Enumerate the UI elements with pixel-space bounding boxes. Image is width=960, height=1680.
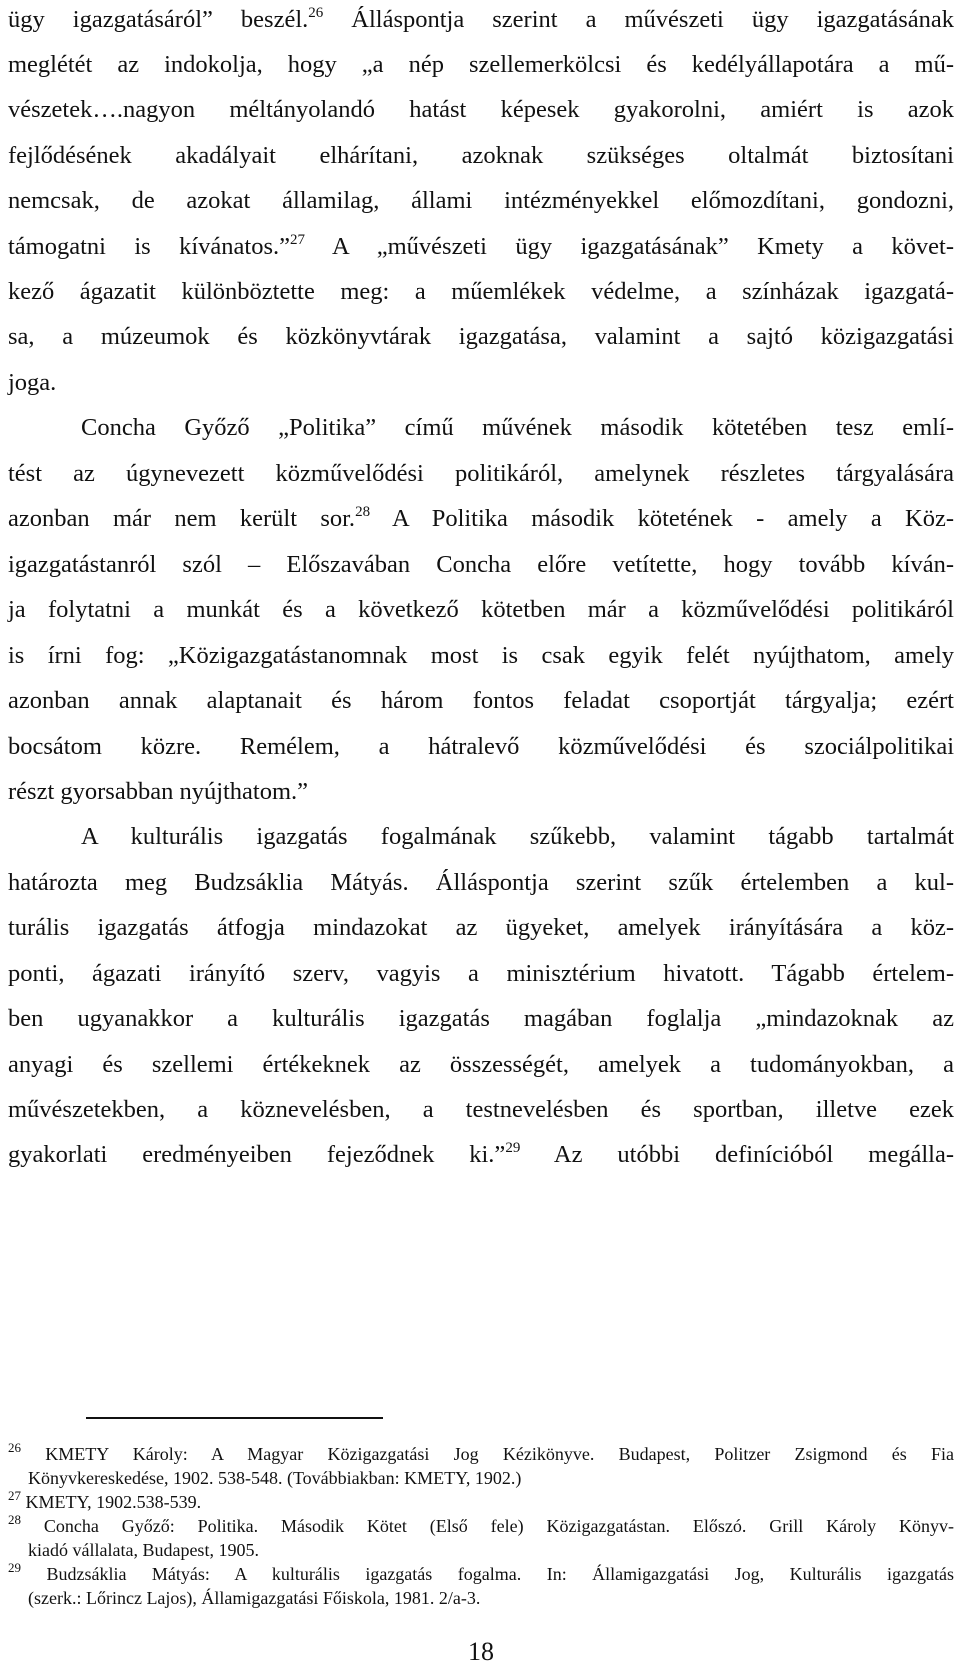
text-line: azonban annak alaptanait és három fontos feladat csoportját tárgyalja; ezért <box>8 687 954 714</box>
footnote: $^{26}$ KMETY Károly: A Magyar Közigazgatási Jog Kézikönyve. Budapest, Politzer Zsigmond és Fia <box>8 1440 954 1464</box>
text-line: is írni fog: „Közigazgatástanomnak most is csak egyik felét nyújthatom, amely <box>8 642 954 669</box>
footnote-number: 28 <box>8 1512 21 1527</box>
footnote-ref[interactable]: 27 <box>289 232 305 248</box>
footnote-ref[interactable]: 29 <box>505 1140 521 1156</box>
text-line: meglétét az indokolja, hogy „a nép szellemerkölcsi és kedélyállapotára a mű- <box>8 51 954 78</box>
text-line: bocsátom közre. Remélem, a hátralevő közművelődési és szociálpolitikai <box>8 733 954 760</box>
page-number: 18 <box>468 1637 494 1666</box>
text-line: vészetek….nagyon méltányolandó hatást képesek gyakorolni, amiért is azok <box>8 96 954 123</box>
text-line: részt gyorsabban nyújthatom.” <box>8 778 309 805</box>
text-line: anyagi és szellemi értékeknek az összességét, amelyek a tudományokban, a <box>8 1051 954 1078</box>
footnote-ref[interactable]: 26 <box>308 5 324 21</box>
text-line: gyakorlati eredményeiben fejeződnek ki.”$^{29}$ Az utóbbi definícióból megálla- <box>8 1140 954 1168</box>
text-line: A kulturális igazgatás fogalmának szűkebb, valamint tágabb tartalmát <box>81 823 954 850</box>
text-line: igazgatástanról szól – Előszavában Concha előre vetítette, hogy tovább kíván- <box>8 551 954 578</box>
footnote: $^{29}$ Budzsáklia Mátyás: A kulturális igazgatás fogalma. In: Államigazgatási Jog, Kulturális igazgatás <box>8 1560 954 1584</box>
footnote-separator <box>86 1417 383 1419</box>
text-line: Concha Győző „Politika” című művének második kötetében tesz emlí- <box>81 414 954 441</box>
text-line: fejlődésének akadályait elhárítani, azoknak szükséges oltalmát biztosítani <box>8 142 954 169</box>
footnote-ref[interactable]: 28 <box>355 504 371 520</box>
footnote: $^{27}$ KMETY, 1902.538-539. <box>8 1488 202 1512</box>
footnote: $^{28}$ Concha Győző: Politika. Második Kötet (Első fele) Közigazgatástan. Előszó. Grill Károly Könyv- <box>8 1512 954 1536</box>
text-line: sa, a múzeumok és közkönyvtárak igazgatása, valamint a sajtó közigazgatási <box>8 323 954 350</box>
text-line: nemcsak, de azokat államilag, állami intézményekkel előmozdítani, gondozni, <box>8 187 954 214</box>
footnote-continuation: Könyvkereskedése, 1902. 538-548. (Továbbiakban: KMETY, 1902.) <box>28 1468 522 1488</box>
text-line: azonban már nem került sor.$^{28}$ A Politika második kötetének - amely a Köz- <box>8 504 954 532</box>
text-line: ponti, ágazati irányító szerv, vagyis a minisztérium hivatott. Tágabb értelem- <box>8 960 954 987</box>
text-line: határozta meg Budzsáklia Mátyás. Álláspontja szerint szűk értelemben a kul- <box>8 869 954 896</box>
text-line: művészetekben, a köznevelésben, a testnevelésben és sportban, illetve ezek <box>8 1096 954 1123</box>
text-line: kező ágazatit különböztette meg: a műemlékek védelme, a színházak igazgatá- <box>8 278 954 305</box>
text-line: ben ugyanakkor a kulturális igazgatás magában foglalja „mindazoknak az <box>8 1005 954 1032</box>
footnote-number: 29 <box>8 1560 21 1575</box>
footnote-number: 26 <box>8 1440 21 1455</box>
footnote-continuation: kiadó vállalata, Budapest, 1905. <box>28 1540 259 1560</box>
footnote-continuation: (szerk.: Lőrincz Lajos), Államigazgatási Főiskola, 1981. 2/a-3. <box>28 1588 481 1608</box>
text-line: turális igazgatás átfogja mindazokat az ügyeket, amelyek irányítására a köz- <box>8 914 954 941</box>
text-line: támogatni is kívánatos.”$^{27}$ A „művészeti ügy igazgatásának” Kmety a követ- <box>8 232 955 260</box>
text-line: ja folytatni a munkát és a következő kötetben már a közművelődési politikáról <box>8 596 954 623</box>
text-line: joga. <box>8 369 57 396</box>
footnote-number: 27 <box>8 1488 21 1503</box>
text-line: tést az úgynevezett közművelődési politikáról, amelynek részletes tárgyalására <box>8 460 954 487</box>
document-page <box>8 0 954 1680</box>
text-line: ügy igazgatásáról” beszél.$^{26}$ Álláspontja szerint a művészeti ügy igazgatásának <box>8 5 954 33</box>
